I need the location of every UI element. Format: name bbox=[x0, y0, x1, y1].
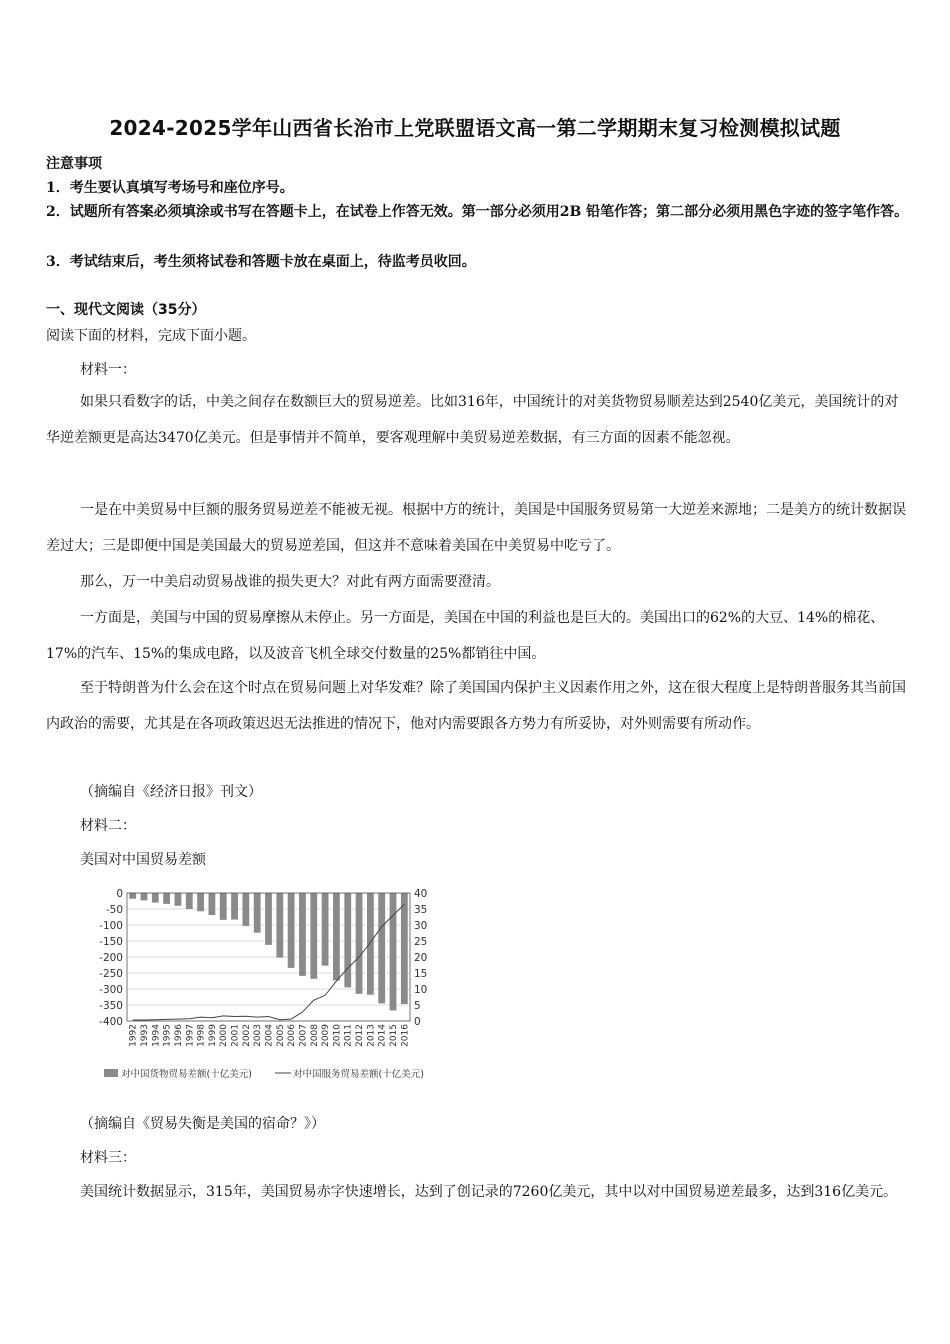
x-tick-label: 2016 bbox=[400, 1024, 411, 1047]
bar bbox=[367, 893, 374, 995]
bar bbox=[401, 893, 408, 1004]
legend-bar-swatch bbox=[104, 1069, 118, 1077]
x-tick-label: 2010 bbox=[332, 1024, 343, 1047]
source-1: （摘编自《经济日报》刊文） bbox=[80, 784, 262, 800]
bar bbox=[322, 893, 329, 966]
x-tick-label: 2015 bbox=[389, 1024, 400, 1047]
x-tick-label: 2002 bbox=[241, 1024, 252, 1047]
material-3-text: 美国统计数据显示，315年，美国贸易赤字快速增长，达到了创记录的7260亿美元，其中以对中国贸易逆差最多，达到316亿美元。 bbox=[80, 1184, 898, 1200]
x-tick-label: 2011 bbox=[343, 1024, 354, 1047]
y-right-tick-label: 10 bbox=[414, 984, 428, 996]
y-left-tick-label: -350 bbox=[99, 1000, 123, 1012]
bar bbox=[265, 893, 272, 945]
paragraph-3: 那么，万一中美启动贸易战谁的损失更大？对此有两方面需要澄清。 bbox=[80, 574, 500, 590]
paragraph-4: 一方面是，美国与中国的贸易摩擦从未停止。另一方面是，美国在中国的利益也是巨大的。美国出口的62%的大豆、14%的棉花、17%的汽车、15%的集成电路，以及波音飞机全球交付数量的25%都销往中国。 bbox=[46, 610, 885, 662]
y-right-tick-label: 25 bbox=[414, 936, 428, 948]
notice-item-2: 2．试题所有答案必须填涂或书写在答题卡上，在试卷上作答无效。第一部分必须用2B 铅笔作答；第二部分必须用黑色字迹的签字笔作答。 bbox=[46, 204, 909, 220]
notice-heading: 注意事项 bbox=[46, 156, 102, 172]
bar bbox=[186, 893, 193, 909]
x-tick-label: 2014 bbox=[377, 1024, 388, 1047]
bar bbox=[175, 893, 182, 906]
x-tick-label: 1992 bbox=[128, 1024, 139, 1047]
instruction-text: 阅读下面的材料，完成下面小题。 bbox=[46, 328, 256, 344]
x-tick-label: 1993 bbox=[139, 1024, 150, 1047]
x-tick-label: 1997 bbox=[185, 1024, 196, 1047]
y-right-tick-label: 0 bbox=[414, 1016, 421, 1028]
x-tick-label: 1996 bbox=[173, 1024, 184, 1047]
y-left-tick-label: -150 bbox=[99, 936, 123, 948]
material-1-label: 材料一： bbox=[80, 362, 136, 378]
y-left-tick-label: -250 bbox=[99, 968, 123, 980]
y-right-tick-label: 30 bbox=[414, 920, 428, 932]
x-tick-label: 1995 bbox=[162, 1024, 173, 1047]
y-right-tick-label: 40 bbox=[414, 888, 428, 900]
x-tick-label: 2012 bbox=[355, 1024, 366, 1047]
x-tick-label: 1998 bbox=[196, 1024, 207, 1047]
bar bbox=[254, 893, 261, 933]
bar bbox=[356, 893, 363, 994]
page-title: 2024-2025学年山西省长治市上党联盟语文高一第二学期期末复习检测模拟试题 bbox=[109, 116, 841, 140]
bar bbox=[310, 893, 317, 979]
x-tick-label: 1994 bbox=[151, 1024, 162, 1047]
bar bbox=[242, 893, 249, 926]
paragraph-5: 至于特朗普为什么会在这个时点在贸易问题上对华发难？除了美国国内保护主义因素作用之外，这在很大程度上是特朗普服务其当前国内政治的需要，尤其是在各项政策迟迟无法推进的情况下，他对内需要跟各方势力有所妥协，对外则需要有所动作。 bbox=[46, 680, 906, 732]
y-right-tick-label: 15 bbox=[414, 968, 428, 980]
bar bbox=[276, 893, 283, 958]
x-tick-label: 2006 bbox=[287, 1024, 298, 1047]
bar bbox=[231, 893, 238, 920]
bar bbox=[299, 893, 306, 976]
x-tick-label: 1999 bbox=[207, 1024, 218, 1047]
bar bbox=[209, 893, 216, 915]
trade-balance-chart bbox=[94, 880, 444, 1085]
x-tick-label: 2007 bbox=[298, 1024, 309, 1047]
bar bbox=[163, 893, 170, 904]
source-2: （摘编自《贸易失衡是美国的宿命？》） bbox=[80, 1116, 325, 1132]
x-tick-label: 2013 bbox=[366, 1024, 377, 1047]
y-right-tick-label: 5 bbox=[414, 1000, 421, 1012]
x-tick-label: 2003 bbox=[253, 1024, 264, 1047]
x-tick-label: 2005 bbox=[275, 1024, 286, 1047]
bar bbox=[220, 893, 227, 920]
x-tick-label: 2000 bbox=[219, 1024, 230, 1047]
notice-item-3: 3．考试结束后，考生须将试卷和答题卡放在桌面上，待监考员收回。 bbox=[46, 254, 476, 270]
material-3-label: 材料三： bbox=[80, 1150, 136, 1166]
bar bbox=[288, 893, 295, 968]
y-right-tick-label: 35 bbox=[414, 904, 428, 916]
legend-line-label: 对中国服务贸易差额(十亿美元) bbox=[293, 1069, 424, 1080]
paragraph-2: 一是在中美贸易中巨额的服务贸易逆差不能被无视。根据中方的统计，美国是中国服务贸易第一大逆差来源地；二是美方的统计数据误差过大；三是即便中国是美国最大的贸易逆差国，但这并不意味着美国在中美贸易中吃亏了。 bbox=[46, 502, 906, 554]
y-left-tick-label: -50 bbox=[105, 904, 123, 916]
material-2-label: 材料二： bbox=[80, 818, 136, 834]
y-left-tick-label: -100 bbox=[99, 920, 123, 932]
bar bbox=[344, 893, 351, 987]
bar bbox=[129, 893, 136, 899]
bar bbox=[378, 893, 385, 1003]
paragraph-1: 如果只看数字的话，中美之间存在数额巨大的贸易逆差。比如316年，中国统计的对美货物贸易顺差达到2540亿美元，美国统计的对华逆差额更是高达3470亿美元。但是事情并不简单，要客观理解中美贸易逆差数据，有三方面的因素不能忽视。 bbox=[46, 394, 899, 446]
section-heading: 一、现代文阅读（35分） bbox=[46, 302, 206, 318]
bar bbox=[390, 893, 397, 1010]
y-left-tick-label: -200 bbox=[99, 952, 123, 964]
x-tick-label: 2004 bbox=[264, 1024, 275, 1047]
bar bbox=[197, 893, 204, 911]
y-left-tick-label: -400 bbox=[99, 1016, 123, 1028]
notice-item-1: 1．考生要认真填写考场号和座位序号。 bbox=[46, 180, 294, 196]
bar bbox=[141, 893, 148, 900]
x-tick-label: 2009 bbox=[321, 1024, 332, 1047]
legend-bar-label: 对中国货物贸易差额(十亿美元) bbox=[121, 1069, 252, 1080]
x-tick-label: 2008 bbox=[309, 1024, 320, 1047]
y-left-tick-label: 0 bbox=[116, 888, 123, 900]
bar bbox=[152, 893, 159, 903]
chart-caption: 美国对中国贸易差额 bbox=[80, 852, 206, 868]
y-left-tick-label: -300 bbox=[99, 984, 123, 996]
bar bbox=[333, 893, 340, 980]
x-tick-label: 2001 bbox=[230, 1024, 241, 1047]
y-right-tick-label: 20 bbox=[414, 952, 428, 964]
